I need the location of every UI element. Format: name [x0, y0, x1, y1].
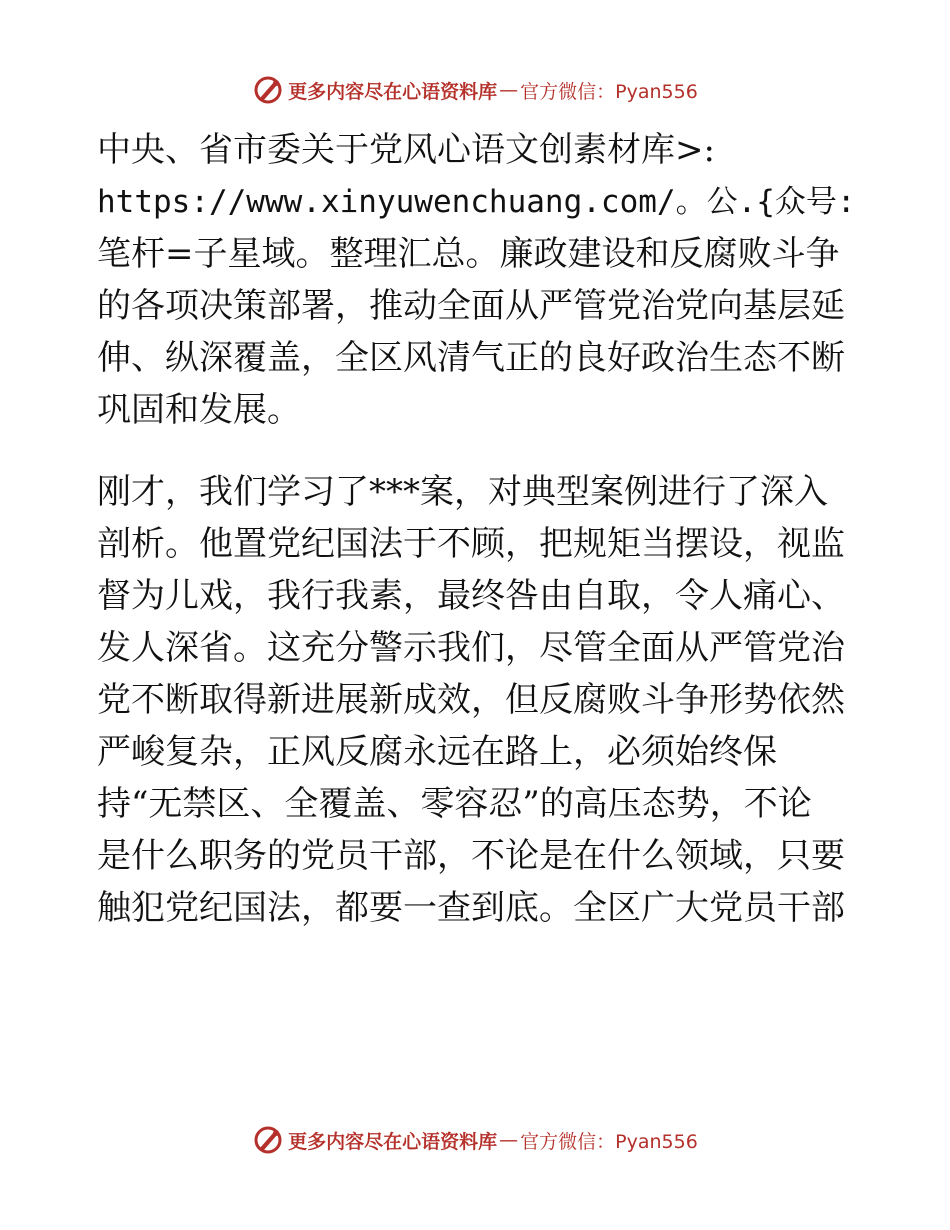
- paragraph-1: [97, 124, 857, 436]
- text-line: 笔杆=子星域。整理汇总。廉政建设和反腐败斗争: [97, 234, 840, 274]
- text-line: 刚才，我们学习了***案，对典型案例进行了深入: [97, 472, 828, 512]
- footer-watermark: [0, 1120, 950, 1160]
- text-line: 剖析。他置党纪国法于不顾，把规矩当摆设，视监: [97, 524, 845, 564]
- text-line: 中央、省市委关于党风心语文创素材库>:: [97, 130, 715, 170]
- paragraph-2: [97, 466, 857, 934]
- text-line: 伸、纵深覆盖，全区风清气正的良好政治生态不断: [97, 338, 845, 378]
- watermark-wechat: 官方微信：Pyan556: [520, 80, 698, 103]
- watermark-text: 更多内容尽在心语资料库: [288, 80, 498, 103]
- header-watermark: [0, 70, 950, 110]
- text-line: 发人深省。这充分警示我们，尽管全面从严管党治: [97, 628, 845, 668]
- text-line: 严峻复杂，正风反腐永远在路上，必须始终保: [97, 732, 777, 772]
- paragraph-gap: [97, 436, 857, 466]
- watermark-text: 更多内容尽在心语资料库: [288, 1130, 498, 1153]
- text-line: 督为儿戏，我行我素，最终咎由自取，令人痛心、: [97, 576, 845, 616]
- watermark-dash: —: [499, 1129, 519, 1151]
- watermark-wechat: 官方微信：Pyan556: [520, 1130, 698, 1153]
- watermark-dash: —: [499, 79, 519, 101]
- text-line: 巩固和发展。: [97, 390, 301, 430]
- text-line: 的各项决策部署，推动全面从严管党治党向基层延: [97, 286, 845, 326]
- text-line: 触犯党纪国法，都要一查到底。全区广大党员干部: [97, 888, 845, 928]
- text-line: 党不断取得新进展新成效，但反腐败斗争形势依然: [97, 680, 845, 720]
- logo-icon: [252, 1124, 284, 1156]
- text-line: 持“无禁区、全覆盖、零容忍”的高压态势，不论: [97, 784, 812, 824]
- document-body: [97, 124, 857, 934]
- text-line: 是什么职务的党员干部，不论是在什么领域，只要: [97, 836, 845, 876]
- text-line-url: https://www.xinyuwenchuang.com/。公.{众号:: [97, 184, 856, 220]
- logo-icon: [252, 74, 284, 106]
